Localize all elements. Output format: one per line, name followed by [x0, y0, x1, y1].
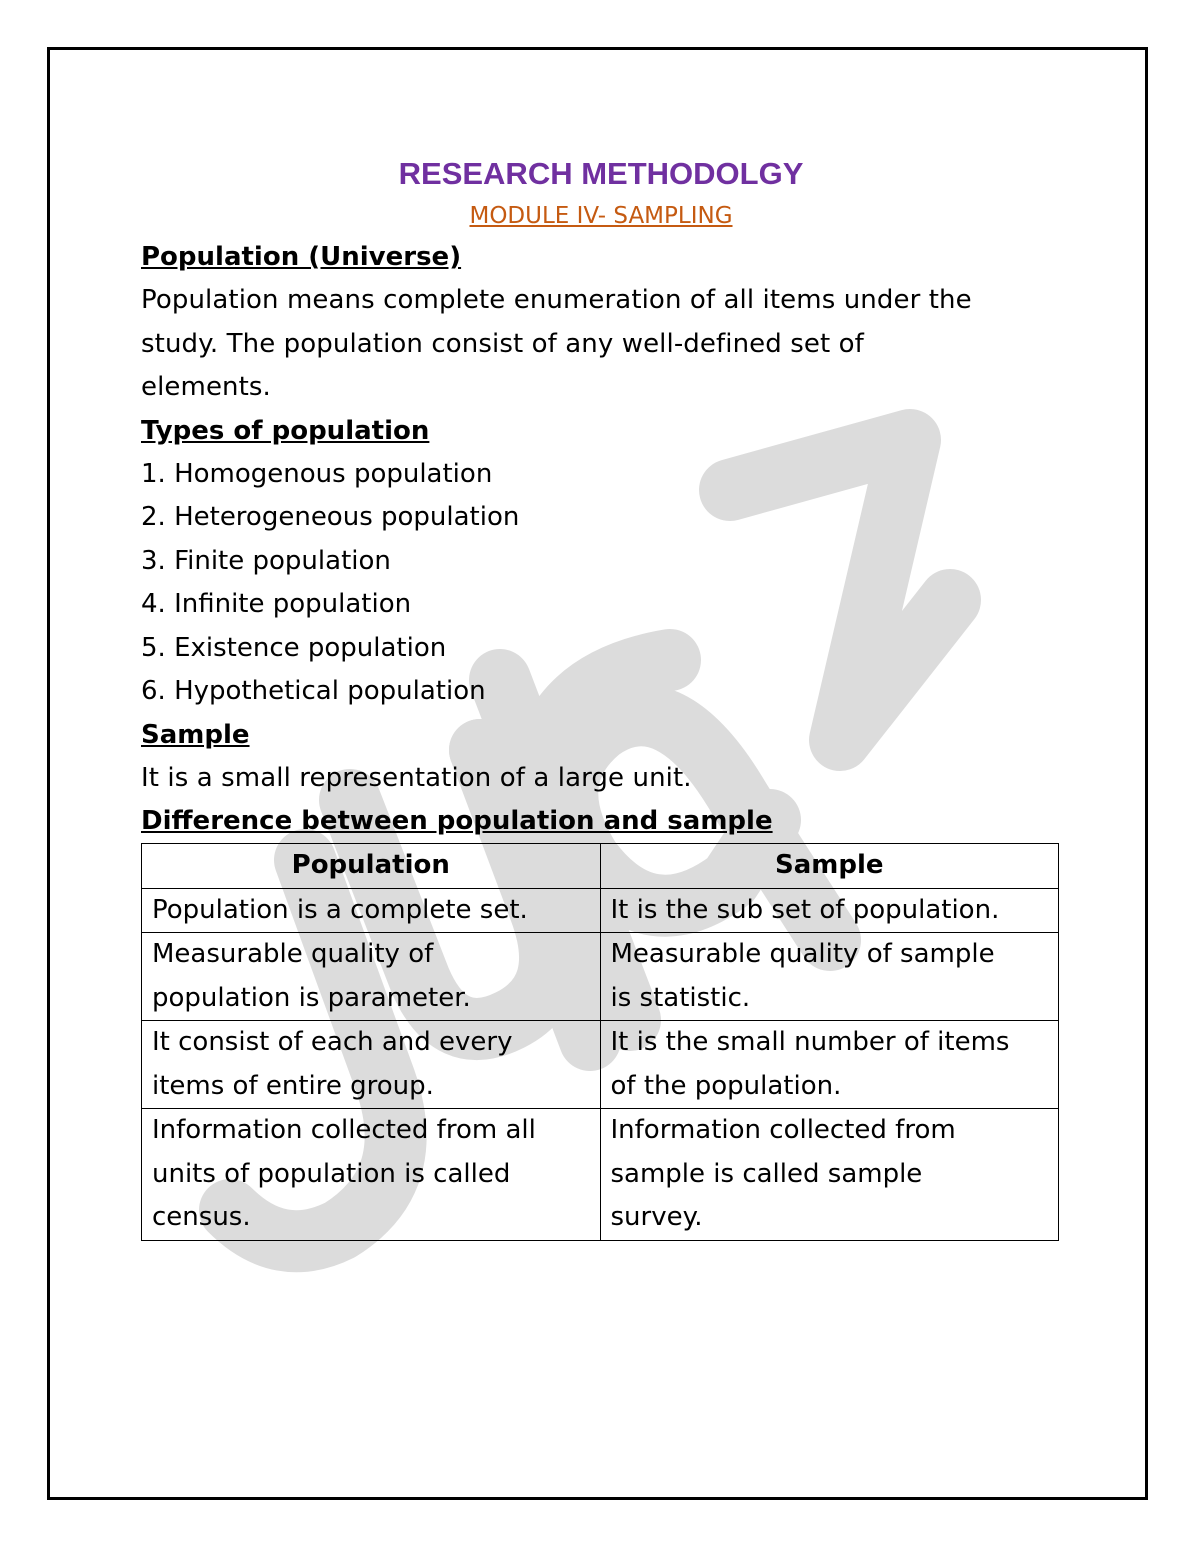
cell-line: units of population is called — [152, 1158, 511, 1189]
difference-heading: Difference between population and sample — [141, 806, 773, 836]
document-subtitle — [141, 196, 1061, 236]
cell-line: sample is called sample — [610, 1158, 923, 1189]
cell-line: Information collected from all — [152, 1115, 536, 1145]
table-cell — [600, 888, 1059, 933]
cell-line: It is the sub set of population. — [610, 894, 1000, 925]
table-cell — [142, 888, 601, 933]
types-heading: Types of population — [141, 415, 430, 446]
table-cell — [600, 933, 1059, 1021]
cell-line: Measurable quality of — [152, 939, 434, 969]
table-cell — [600, 1109, 1059, 1241]
table-cell — [142, 1021, 601, 1109]
table-cell — [600, 1021, 1059, 1109]
document-title: RESEARCH METHODOLGY — [398, 156, 804, 191]
types-list — [141, 453, 1061, 714]
cell-line: items of entire group. — [152, 1070, 434, 1101]
header-population: Population — [142, 844, 601, 889]
table-header-row — [142, 844, 1059, 889]
cell-line: of the population. — [610, 1070, 842, 1101]
cell-line: It is the small number of items — [610, 1027, 1010, 1057]
list-item: 6. Hypothetical population — [141, 676, 486, 706]
header-sample: Sample — [600, 844, 1059, 889]
table-row — [142, 1109, 1059, 1241]
cell-line: is statistic. — [610, 982, 751, 1013]
table-cell — [142, 1109, 601, 1241]
cell-line: population is parameter. — [152, 982, 471, 1013]
population-line-1: Population means complete enumeration of all items under the — [141, 285, 972, 315]
population-line-3: elements. — [141, 372, 271, 402]
cell-line: It consist of each and every — [152, 1027, 513, 1057]
document-content — [141, 152, 1061, 1241]
list-item: 4. Infinite population — [141, 589, 412, 619]
difference-table — [141, 843, 1059, 1241]
cell-line: Information collected from — [610, 1115, 956, 1145]
sample-text: It is a small representation of a large unit. — [141, 762, 692, 793]
cell-line: survey. — [610, 1202, 703, 1232]
table-row — [142, 933, 1059, 1021]
cell-line: Measurable quality of sample — [610, 939, 995, 969]
list-item: 5. Existence population — [141, 632, 447, 663]
cell-line: Population is a complete set. — [152, 894, 528, 925]
list-item: 1. Homogenous population — [141, 458, 493, 489]
sample-heading: Sample — [141, 719, 250, 750]
population-heading: Population (Universe) — [141, 242, 462, 272]
table-row — [142, 888, 1059, 933]
cell-line: census. — [152, 1202, 251, 1232]
table-cell — [142, 933, 601, 1021]
subtitle-text: MODULE IV- SAMPLING — [469, 203, 733, 229]
table-row — [142, 1021, 1059, 1109]
population-line-2: study. The population consist of any well-defined set of — [141, 328, 864, 359]
list-item: 2. Heterogeneous population — [141, 502, 520, 532]
list-item: 3. Finite population — [141, 545, 391, 576]
